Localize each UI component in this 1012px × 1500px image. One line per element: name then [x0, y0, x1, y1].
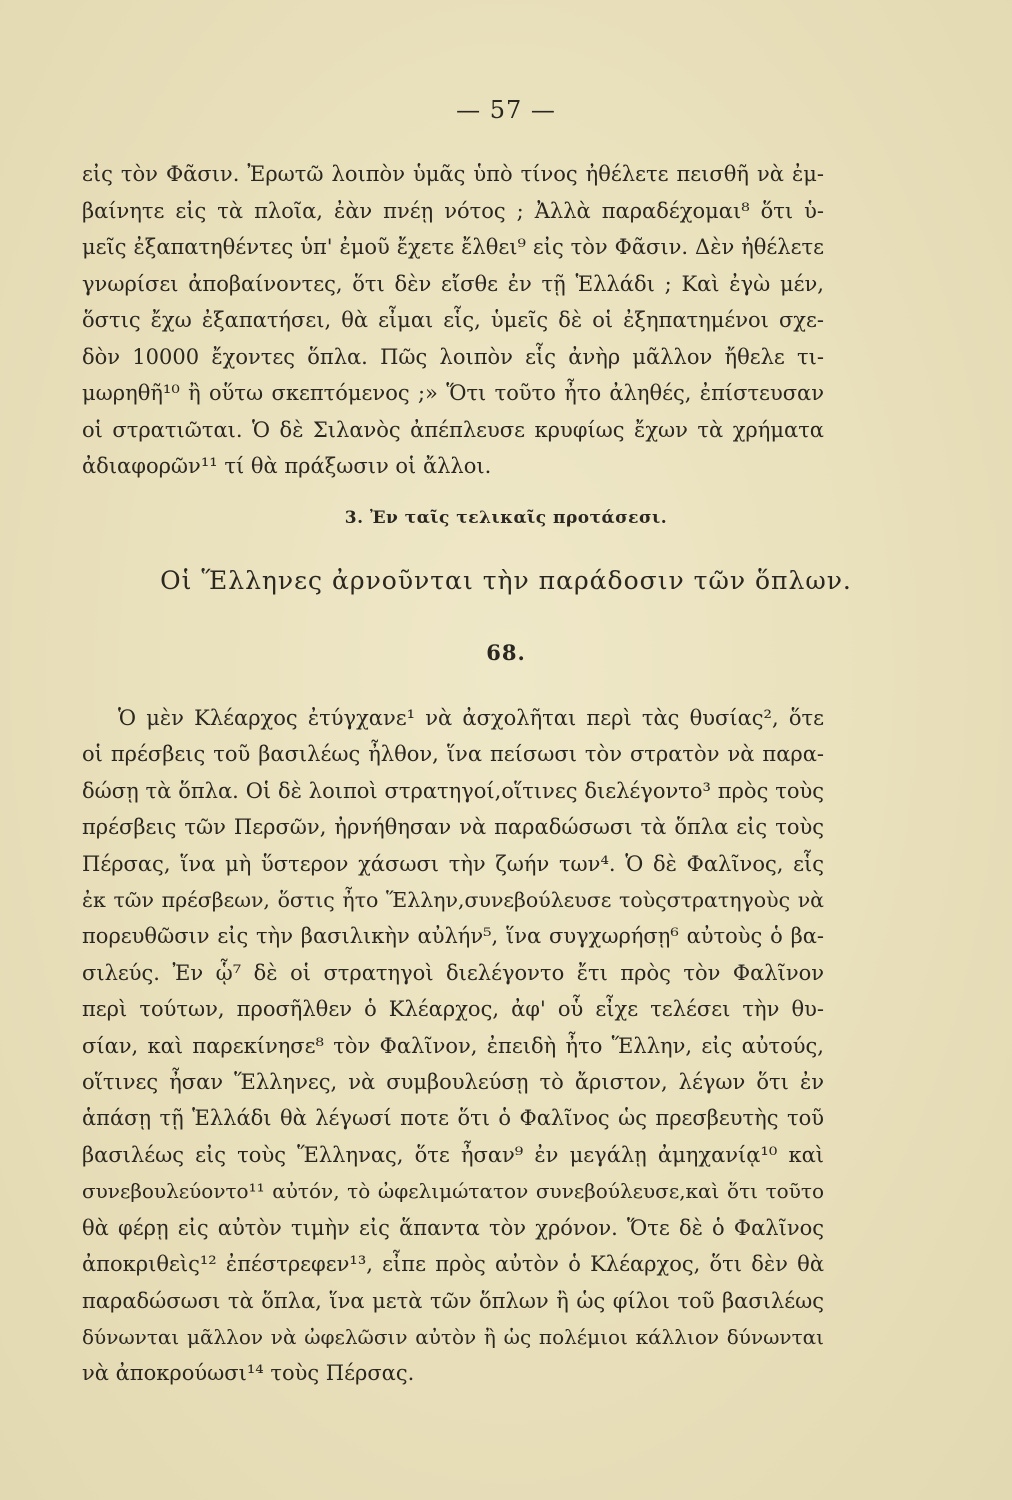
text-line: Ὁ μὲν Κλέαρχος ἐτύγχανε¹ νὰ ἀσχολῆται περὶ τὰς θυσίας², ὅτε	[118, 706, 824, 730]
main-paragraph	[82, 700, 824, 1392]
chapter-subtitle: Οἱ Ἕλληνες ἀρνοῦνται τὴν παράδοσιν τῶν ὅπλων.	[160, 566, 852, 595]
top-paragraph	[82, 156, 824, 485]
text-line: ἀποκριθεὶς¹² ἐπέστρεφεν¹³, εἶπε πρὸς αὐτὸν ὁ Κλέαρχος, ὅτι δὲν θὰ	[82, 1252, 824, 1277]
text-line: ἐκ τῶν πρέσβεων, ὅστις ἦτο Ἕλλην,συνεβούλευσε τοὺςστρατηγοὺς νὰ	[82, 888, 824, 913]
text-line: δύνωνται μᾶλλον νὰ ὠφελῶσιν αὐτὸν ἢ ὡς πολέμιοι κάλλιον δύνωνται	[82, 1324, 824, 1349]
text-line: ἁπάσῃ τῇ Ἑλλάδι θὰ λέγωσί ποτε ὅτι ὁ Φαλῖνος ὡς πρεσβευτὴς τοῦ	[82, 1106, 824, 1131]
text-line: οἱ πρέσβεις τοῦ βασιλέως ἦλθον, ἵνα πείσωσι τὸν στρατὸν νὰ παρα-	[82, 742, 824, 767]
text-line: μεῖς ἐξαπατηθέντες ὑπ' ἐμοῦ ἔχετε ἔλθει⁹ εἰς τὸν Φᾶσιν. Δὲν ἠθέλετε	[82, 235, 824, 259]
text-line: οἱ στρατιῶται. Ὁ δὲ Σιλανὸς ἀπέπλευσε κρυφίως ἔχων τὰ χρήματα	[82, 417, 824, 442]
section-heading: 3. Ἐν ταῖς τελικαῖς προτάσεσι.	[344, 508, 668, 528]
text-line: συνεβουλεύοντο¹¹ αὐτόν, τὸ ὠφελιμώτατον συνεβούλευσε,καὶ ὅτι τοῦτο	[82, 1179, 824, 1204]
text-line: Πέρσας, ἵνα μὴ ὕστερον χάσωσι τὴν ζωήν των⁴. Ὁ δὲ Φαλῖνος, εἷς	[82, 851, 824, 876]
text-line: βαίνητε εἰς τὰ πλοῖα, ἐὰν πνέῃ νότος ; Ἀλλὰ παραδέχομαι⁸ ὅτι ὑ-	[82, 198, 824, 223]
text-line: σιλεύς. Ἐν ᾧ⁷ δὲ οἱ στρατηγοὶ διελέγοντο ἔτι πρὸς τὸν Φαλῖνον	[82, 960, 824, 985]
text-line: δὸν 10000 ἔχοντες ὅπλα. Πῶς λοιπὸν εἷς ἀνὴρ μᾶλλον ἤθελε τι-	[82, 344, 824, 369]
text-line: ἀδιαφορῶν¹¹ τί θὰ πράξωσιν οἱ ἄλλοι.	[82, 454, 492, 478]
text-line: πορευθῶσιν εἰς τὴν βασιλικὴν αὐλήν⁵, ἵνα συγχωρήσῃ⁶ αὐτοὺς ὁ βα-	[82, 924, 824, 949]
text-line: δώσῃ τὰ ὅπλα. Οἱ δὲ λοιποὶ στρατηγοί,οἵτινες διελέγοντο³ πρὸς τοὺς	[82, 778, 824, 803]
text-line: εἰς τὸν Φᾶσιν. Ἐρωτῶ λοιπὸν ὑμᾶς ὑπὸ τίνος ἠθέλετε πεισθῆ νὰ ἐμ-	[82, 162, 824, 186]
text-line: μωρηθῆ¹⁰ ἢ οὕτω σκεπτόμενος ;» Ὅτι τοῦτο ἦτο ἀληθές, ἐπίστευσαν	[82, 381, 824, 405]
page-number: — 57 —	[456, 96, 556, 124]
chapter-number: 68.	[486, 640, 526, 665]
text-line: ὅστις ἔχω ἐξαπατήσει, θὰ εἶμαι εἷς, ὑμεῖς δὲ οἱ ἐξηπατημένοι σχε-	[82, 308, 824, 332]
text-line: νὰ ἀποκρούωσι¹⁴ τοὺς Πέρσας.	[82, 1361, 415, 1386]
text-line: παραδώσωσι τὰ ὅπλα, ἵνα μετὰ τῶν ὅπλων ἢ ὡς φίλοι τοῦ βασιλέως	[82, 1288, 824, 1313]
text-line: οἵτινες ἦσαν Ἕλληνες, νὰ συμβουλεύσῃ τὸ ἄριστον, λέγων ὅτι ἐν	[82, 1070, 824, 1095]
text-line: γνωρίσει ἀποβαίνοντες, ὅτι δὲν εἴσθε ἐν τῇ Ἑλλάδι ; Καὶ ἐγὼ μέν,	[82, 271, 824, 296]
text-line: περὶ τούτων, προσῆλθεν ὁ Κλέαρχος, ἀφ' οὗ εἶχε τελέσει τὴν θυ-	[82, 997, 824, 1022]
text-line: σίαν, καὶ παρεκίνησε⁸ τὸν Φαλῖνον, ἐπειδὴ ἦτο Ἕλλην, εἰς αὐτούς,	[82, 1033, 824, 1058]
text-line: θὰ φέρῃ εἰς αὐτὸν τιμὴν εἰς ἅπαντα τὸν χρόνον. Ὅτε δὲ ὁ Φαλῖνος	[82, 1215, 824, 1240]
text-line: πρέσβεις τῶν Περσῶν, ἠρνήθησαν νὰ παραδώσωσι τὰ ὅπλα εἰς τοὺς	[82, 815, 824, 840]
text-line: βασιλέως εἰς τοὺς Ἕλληνας, ὅτε ἦσαν⁹ ἐν μεγάλῃ ἀμηχανίᾳ¹⁰ καὶ	[82, 1142, 824, 1167]
